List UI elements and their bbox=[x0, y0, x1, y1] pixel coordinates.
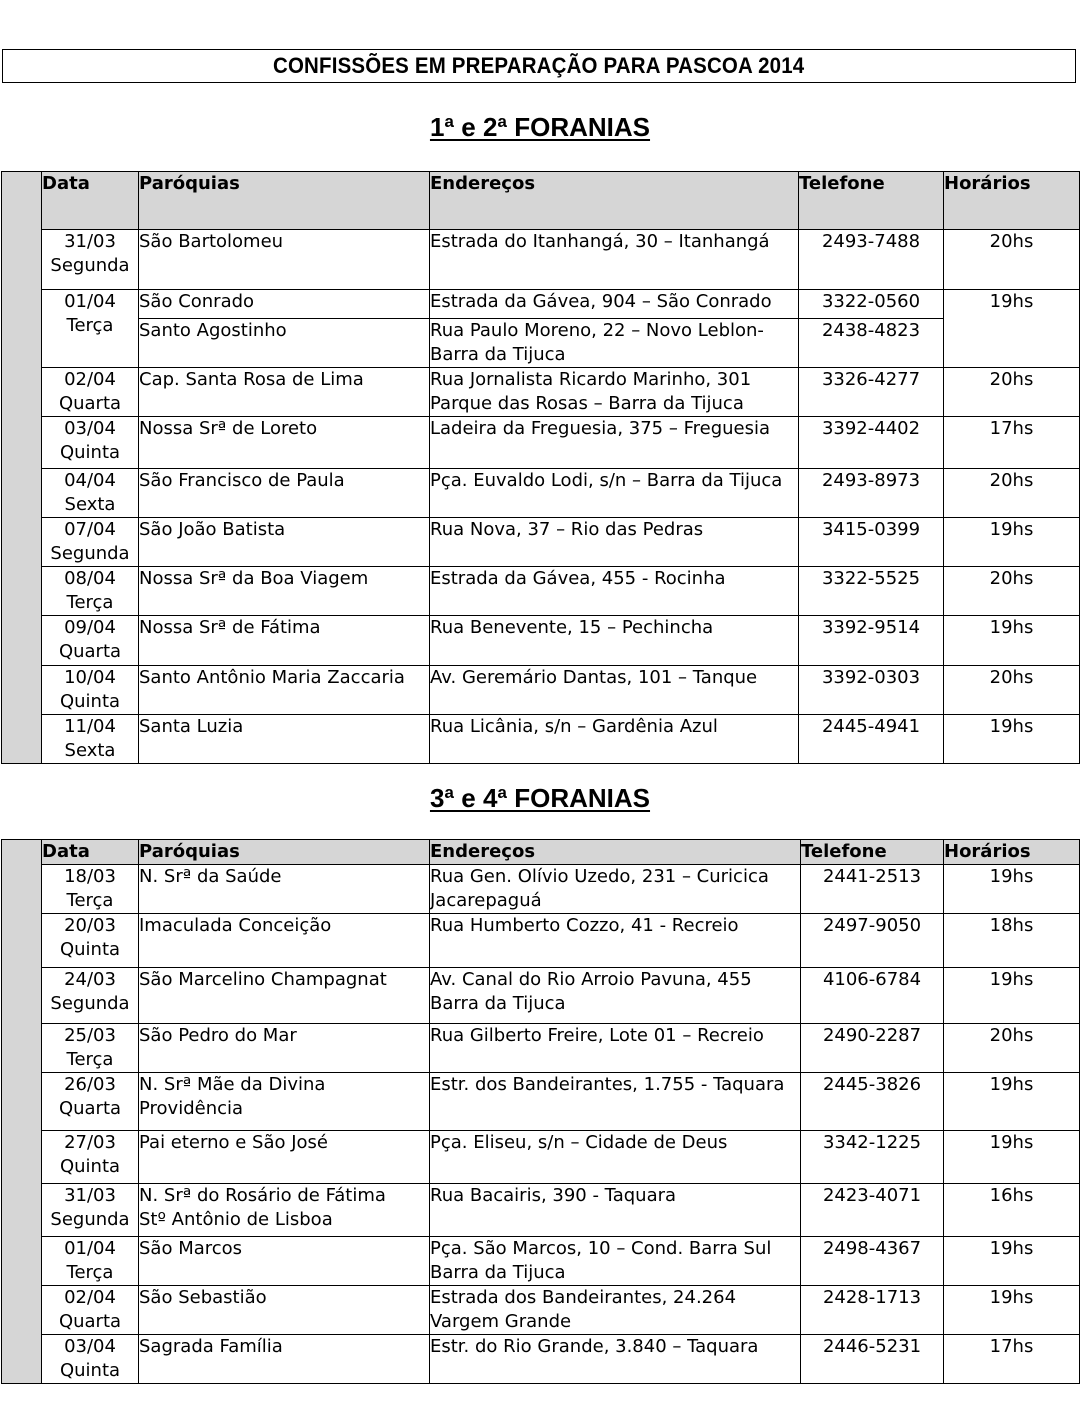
parish-cell: São Francisco de Paula bbox=[139, 469, 430, 518]
date-cell: 24/03 Segunda bbox=[42, 968, 139, 1024]
address-cell: Rua Paulo Moreno, 22 – Novo Leblon- Barra da Tijuca bbox=[430, 319, 799, 368]
header-telefone: Telefone bbox=[799, 172, 944, 230]
header-paroquias: Paróquias bbox=[139, 840, 430, 865]
phone-cell: 2445-3826 bbox=[801, 1073, 944, 1131]
address-cell: Rua Gen. Olívio Uzedo, 231 – Curicica Jacarepaguá bbox=[430, 865, 801, 914]
phone-cell: 2441-2513 bbox=[801, 865, 944, 914]
table-row bbox=[2, 1024, 1080, 1073]
time-cell: 20hs bbox=[944, 666, 1080, 715]
phone-cell: 2498-4367 bbox=[801, 1237, 944, 1286]
table-row bbox=[2, 319, 1080, 368]
date-cell: 31/03 Segunda bbox=[42, 230, 139, 290]
parish-cell: São Bartolomeu bbox=[139, 230, 430, 290]
parish-cell: São Conrado bbox=[139, 290, 430, 319]
table-header-row bbox=[2, 172, 1080, 230]
date-cell: 07/04 Segunda bbox=[42, 518, 139, 567]
parish-cell: Nossa Srª da Boa Viagem bbox=[139, 567, 430, 616]
address-cell: Estr. do Rio Grande, 3.840 – Taquara bbox=[430, 1335, 801, 1384]
phone-cell: 3392-0303 bbox=[799, 666, 944, 715]
phone-cell: 3415-0399 bbox=[799, 518, 944, 567]
header-horarios: Horários bbox=[944, 172, 1080, 230]
table-row bbox=[2, 469, 1080, 518]
phone-cell: 3322-0560 bbox=[799, 290, 944, 319]
side-gutter bbox=[2, 172, 42, 764]
time-cell: 19hs bbox=[944, 1131, 1080, 1184]
table-row bbox=[2, 1184, 1080, 1237]
header-paroquias: Paróquias bbox=[139, 172, 430, 230]
table-row bbox=[2, 230, 1080, 290]
phone-cell: 3392-9514 bbox=[799, 616, 944, 666]
time-cell: 19hs bbox=[944, 1286, 1080, 1335]
table-row bbox=[2, 1073, 1080, 1131]
schedule-table-1 bbox=[1, 171, 1080, 764]
section-heading-1: 1ª e 2ª FORANIAS bbox=[429, 112, 651, 142]
address-cell: Pça. São Marcos, 10 – Cond. Barra Sul Barra da Tijuca bbox=[430, 1237, 801, 1286]
header-horarios: Horários bbox=[944, 840, 1080, 865]
phone-cell: 2428-1713 bbox=[801, 1286, 944, 1335]
phone-cell: 3326-4277 bbox=[799, 368, 944, 417]
document-title: CONFISSÕES EM PREPARAÇÃO PARA PASCOA 2014 bbox=[273, 53, 805, 78]
table-row bbox=[2, 567, 1080, 616]
date-cell: 09/04 Quarta bbox=[42, 616, 139, 666]
parish-cell: Cap. Santa Rosa de Lima bbox=[139, 368, 430, 417]
parish-cell: Santo Agostinho bbox=[139, 319, 430, 368]
address-cell: Pça. Euvaldo Lodi, s/n – Barra da Tijuca bbox=[430, 469, 799, 518]
header-enderecos: Endereços bbox=[430, 172, 799, 230]
table-row bbox=[2, 1237, 1080, 1286]
time-cell: 19hs bbox=[944, 968, 1080, 1024]
address-cell: Av. Canal do Rio Arroio Pavuna, 455 Barra da Tijuca bbox=[430, 968, 801, 1024]
parish-cell: Sagrada Família bbox=[139, 1335, 430, 1384]
time-cell: 19hs bbox=[944, 290, 1080, 368]
table-row bbox=[2, 368, 1080, 417]
address-cell: Rua Bacairis, 390 - Taquara bbox=[430, 1184, 801, 1237]
document-title-box bbox=[2, 49, 1076, 83]
date-cell: 26/03 Quarta bbox=[42, 1073, 139, 1131]
address-cell: Estrada do Itanhangá, 30 – Itanhangá bbox=[430, 230, 799, 290]
time-cell: 20hs bbox=[944, 230, 1080, 290]
time-cell: 20hs bbox=[944, 1024, 1080, 1073]
time-cell: 19hs bbox=[944, 1073, 1080, 1131]
table-row bbox=[2, 1335, 1080, 1384]
time-cell: 17hs bbox=[944, 417, 1080, 469]
parish-cell: Santa Luzia bbox=[139, 715, 430, 764]
parish-cell: N. Srª Mãe da Divina Providência bbox=[139, 1073, 430, 1131]
phone-cell: 2423-4071 bbox=[801, 1184, 944, 1237]
address-cell: Estr. dos Bandeirantes, 1.755 - Taquara bbox=[430, 1073, 801, 1131]
address-cell: Rua Licânia, s/n – Gardênia Azul bbox=[430, 715, 799, 764]
date-cell: 08/04 Terça bbox=[42, 567, 139, 616]
table-row bbox=[2, 518, 1080, 567]
parish-cell: São João Batista bbox=[139, 518, 430, 567]
date-cell: 11/04 Sexta bbox=[42, 715, 139, 764]
time-cell: 17hs bbox=[944, 1335, 1080, 1384]
table-row bbox=[2, 865, 1080, 914]
table-row bbox=[2, 968, 1080, 1024]
date-cell: 03/04 Quinta bbox=[42, 417, 139, 469]
side-gutter bbox=[2, 840, 42, 1384]
address-cell: Rua Humberto Cozzo, 41 - Recreio bbox=[430, 914, 801, 968]
date-cell: 02/04 Quarta bbox=[42, 1286, 139, 1335]
phone-cell: 2493-7488 bbox=[799, 230, 944, 290]
parish-cell: Nossa Srª de Loreto bbox=[139, 417, 430, 469]
parish-cell: N. Srª da Saúde bbox=[139, 865, 430, 914]
table-row bbox=[2, 616, 1080, 666]
table-row bbox=[2, 1286, 1080, 1335]
address-cell: Estrada da Gávea, 904 – São Conrado bbox=[430, 290, 799, 319]
parish-cell: N. Srª do Rosário de Fátima Stº Antônio de Lisboa bbox=[139, 1184, 430, 1237]
phone-cell: 4106-6784 bbox=[801, 968, 944, 1024]
address-cell: Estrada dos Bandeirantes, 24.264 Vargem Grande bbox=[430, 1286, 801, 1335]
date-cell: 20/03 Quinta bbox=[42, 914, 139, 968]
address-cell: Rua Gilberto Freire, Lote 01 – Recreio bbox=[430, 1024, 801, 1073]
date-cell: 03/04 Quinta bbox=[42, 1335, 139, 1384]
time-cell: 18hs bbox=[944, 914, 1080, 968]
time-cell: 19hs bbox=[944, 518, 1080, 567]
address-cell: Av. Geremário Dantas, 101 – Tanque bbox=[430, 666, 799, 715]
phone-cell: 3342-1225 bbox=[801, 1131, 944, 1184]
date-cell: 04/04 Sexta bbox=[42, 469, 139, 518]
address-cell: Rua Jornalista Ricardo Marinho, 301 Parque das Rosas – Barra da Tijuca bbox=[430, 368, 799, 417]
date-cell: 27/03 Quinta bbox=[42, 1131, 139, 1184]
date-cell: 01/04 Terça bbox=[42, 290, 139, 368]
time-cell: 16hs bbox=[944, 1184, 1080, 1237]
date-cell: 01/04 Terça bbox=[42, 1237, 139, 1286]
table-header-row bbox=[2, 840, 1080, 865]
table-row bbox=[2, 290, 1080, 319]
address-cell: Ladeira da Freguesia, 375 – Freguesia bbox=[430, 417, 799, 469]
parish-cell: São Pedro do Mar bbox=[139, 1024, 430, 1073]
parish-cell: Nossa Srª de Fátima bbox=[139, 616, 430, 666]
table-row bbox=[2, 666, 1080, 715]
parish-cell: São Marcos bbox=[139, 1237, 430, 1286]
address-cell: Estrada da Gávea, 455 - Rocinha bbox=[430, 567, 799, 616]
phone-cell: 2445-4941 bbox=[799, 715, 944, 764]
date-cell: 02/04 Quarta bbox=[42, 368, 139, 417]
time-cell: 19hs bbox=[944, 865, 1080, 914]
phone-cell: 2438-4823 bbox=[799, 319, 944, 368]
time-cell: 19hs bbox=[944, 616, 1080, 666]
address-cell: Rua Nova, 37 – Rio das Pedras bbox=[430, 518, 799, 567]
time-cell: 20hs bbox=[944, 469, 1080, 518]
parish-cell: Pai eterno e São José bbox=[139, 1131, 430, 1184]
time-cell: 20hs bbox=[944, 368, 1080, 417]
phone-cell: 3392-4402 bbox=[799, 417, 944, 469]
header-data: Data bbox=[42, 840, 139, 865]
parish-cell: São Marcelino Champagnat bbox=[139, 968, 430, 1024]
time-cell: 19hs bbox=[944, 1237, 1080, 1286]
parish-cell: Santo Antônio Maria Zaccaria bbox=[139, 666, 430, 715]
address-cell: Rua Benevente, 15 – Pechincha bbox=[430, 616, 799, 666]
schedule-table-2 bbox=[1, 839, 1080, 1384]
table-row bbox=[2, 417, 1080, 469]
table-row bbox=[2, 1131, 1080, 1184]
phone-cell: 2490-2287 bbox=[801, 1024, 944, 1073]
table-row bbox=[2, 715, 1080, 764]
phone-cell: 2497-9050 bbox=[801, 914, 944, 968]
address-cell: Pça. Eliseu, s/n – Cidade de Deus bbox=[430, 1131, 801, 1184]
date-cell: 10/04 Quinta bbox=[42, 666, 139, 715]
parish-cell: São Sebastião bbox=[139, 1286, 430, 1335]
header-data: Data bbox=[42, 172, 139, 230]
time-cell: 19hs bbox=[944, 715, 1080, 764]
phone-cell: 2493-8973 bbox=[799, 469, 944, 518]
header-telefone: Telefone bbox=[801, 840, 944, 865]
parish-cell: Imaculada Conceição bbox=[139, 914, 430, 968]
time-cell: 20hs bbox=[944, 567, 1080, 616]
section-heading-2: 3ª e 4ª FORANIAS bbox=[429, 783, 651, 813]
header-enderecos: Endereços bbox=[430, 840, 801, 865]
phone-cell: 2446-5231 bbox=[801, 1335, 944, 1384]
date-cell: 18/03 Terça bbox=[42, 865, 139, 914]
table-row bbox=[2, 914, 1080, 968]
date-cell: 25/03 Terça bbox=[42, 1024, 139, 1073]
date-cell: 31/03 Segunda bbox=[42, 1184, 139, 1237]
phone-cell: 3322-5525 bbox=[799, 567, 944, 616]
